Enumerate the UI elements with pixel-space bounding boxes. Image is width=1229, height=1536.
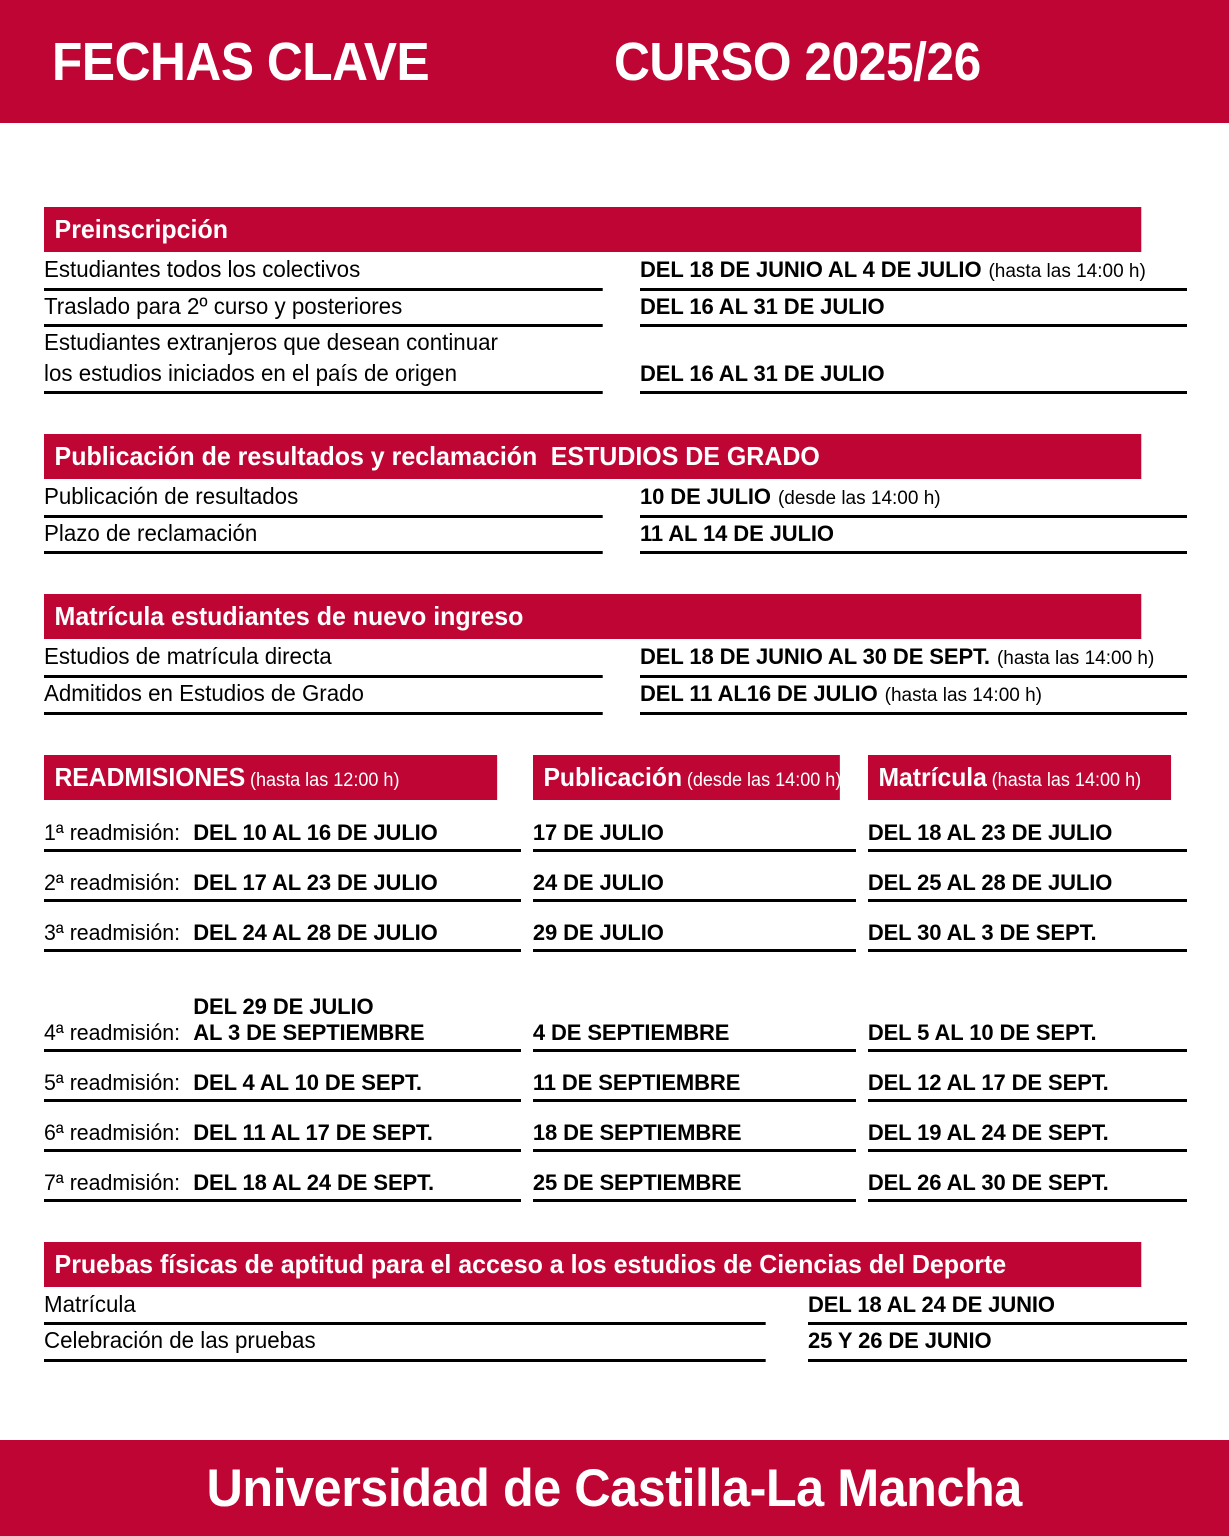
section-header-publicacion-resultados xyxy=(44,434,1141,479)
row-label: Plazo de reclamación xyxy=(44,518,603,555)
section-header-label: Pruebas físicas de aptitud para el acceso a los estudios de Ciencias del Deporte xyxy=(54,1248,1007,1279)
readmision-label: 4ª readmisión: xyxy=(44,1019,181,1045)
row-label: Admitidos en Estudios de Grado xyxy=(44,678,603,715)
row-date xyxy=(640,643,1187,678)
readmision-period: DEL 4 AL 10 DE SEPT. xyxy=(193,1069,422,1095)
table-row xyxy=(44,952,521,1052)
table-row xyxy=(44,1102,521,1152)
readmision-period: DEL 11 AL 17 DE SEPT. xyxy=(193,1119,433,1145)
publicacion-date: 24 DE JULIO xyxy=(532,869,664,895)
table-row xyxy=(868,1102,1187,1152)
publicacion-date: 29 DE JULIO xyxy=(532,919,664,945)
readmision-period: DEL 17 AL 23 DE JULIO xyxy=(193,869,438,895)
section-rows xyxy=(44,1289,1187,1362)
section-readmisiones xyxy=(44,755,1187,1202)
row-date xyxy=(640,520,1187,555)
top-spacer xyxy=(44,123,1187,207)
row-label: Estudios de matrícula directa xyxy=(44,641,603,678)
row-date xyxy=(640,483,1187,518)
readmision-label: 7ª readmisión: xyxy=(44,1169,181,1195)
table-row xyxy=(868,1052,1187,1102)
table-row xyxy=(868,952,1187,1052)
row-date xyxy=(640,328,1187,394)
row-label-line-2: los estudios iniciados en el país de origen xyxy=(44,359,458,386)
column-header-label: READMISIONES xyxy=(54,761,246,792)
section-header-label: Preinscripción xyxy=(54,214,228,244)
table-row xyxy=(44,518,1187,555)
row-date-value: 10 DE JULIO xyxy=(640,484,771,510)
university-name: Universidad de Castilla-La Mancha xyxy=(206,1458,1023,1518)
column-header-label: Publicación xyxy=(543,761,682,792)
table-row xyxy=(868,852,1187,902)
table-row xyxy=(44,641,1187,678)
column-header-label: Matrícula xyxy=(878,761,987,792)
readmision-label: 1ª readmisión: xyxy=(44,819,181,845)
page-header-banner xyxy=(0,0,1229,123)
table-row xyxy=(533,852,856,902)
matricula-date: DEL 5 AL 10 DE SEPT. xyxy=(867,1019,1097,1045)
row-label: Celebración de las pruebas xyxy=(44,1325,766,1362)
section-header-preinscripcion xyxy=(44,207,1141,252)
section-pruebas-fisicas xyxy=(44,1242,1187,1362)
row-date xyxy=(640,293,1187,328)
table-row xyxy=(44,327,1187,394)
matricula-date: DEL 12 AL 17 DE SEPT. xyxy=(867,1069,1109,1095)
readmision-period xyxy=(193,994,424,1046)
publicacion-date: 11 DE SEPTIEMBRE xyxy=(532,1069,741,1095)
row-date xyxy=(808,1291,1187,1326)
column-header-note: (hasta las 12:00 h) xyxy=(249,769,400,791)
table-row xyxy=(533,802,856,852)
section-gap xyxy=(44,1202,1187,1242)
row-date-value: DEL 16 AL 31 DE JULIO xyxy=(640,293,885,319)
publicacion-date: 18 DE SEPTIEMBRE xyxy=(532,1119,742,1145)
readmision-period: DEL 24 AL 28 DE JULIO xyxy=(193,919,438,945)
publicacion-rows xyxy=(533,802,856,1202)
table-row xyxy=(44,1289,1187,1326)
section-header-matricula-nuevo-ingreso xyxy=(44,594,1141,639)
table-row xyxy=(44,1152,521,1202)
row-date xyxy=(640,256,1187,291)
content-sheet xyxy=(0,123,1229,1362)
course-year-label: CURSO 2025/26 xyxy=(614,31,981,92)
table-row xyxy=(868,1152,1187,1202)
table-row xyxy=(44,678,1187,715)
section-preinscripcion xyxy=(44,207,1187,394)
section-header-sublabel: ESTUDIOS DE GRADO xyxy=(550,441,820,472)
table-row xyxy=(533,1052,856,1102)
readmision-period-line-1: DEL 29 DE JULIO xyxy=(193,993,374,1019)
publicacion-date: 17 DE JULIO xyxy=(532,819,664,845)
matricula-date: DEL 18 AL 23 DE JULIO xyxy=(867,819,1113,845)
page-title: FECHAS CLAVE xyxy=(52,31,430,92)
row-label-line-1: Estudiantes extranjeros que desean continuar xyxy=(44,329,498,356)
table-row xyxy=(44,291,1187,328)
column-header-publicacion xyxy=(533,755,840,800)
section-publicacion-resultados xyxy=(44,434,1187,554)
column-header-matricula xyxy=(868,755,1171,800)
row-date-value: DEL 18 DE JUNIO AL 30 DE SEPT. xyxy=(640,644,990,670)
readmision-label: 3ª readmisión: xyxy=(44,919,181,945)
column-header-note: (hasta las 14:00 h) xyxy=(991,769,1141,791)
table-row xyxy=(533,902,856,952)
row-label: Estudiantes todos los colectivos xyxy=(44,254,603,291)
table-row xyxy=(44,802,521,852)
row-label: Traslado para 2º curso y posteriores xyxy=(44,291,603,328)
readmision-period-line-2: AL 3 DE SEPTIEMBRE xyxy=(193,1019,425,1045)
table-row xyxy=(533,1102,856,1152)
section-header-label: Publicación de resultados y reclamación xyxy=(54,441,538,472)
row-label xyxy=(44,327,603,394)
readmision-label: 2ª readmisión: xyxy=(44,869,181,895)
row-date-note: (hasta las 14:00 h) xyxy=(988,260,1146,282)
readmisiones-column-matricula xyxy=(868,755,1187,1202)
readmisiones-rows xyxy=(44,802,521,1202)
readmisiones-column-periodo xyxy=(44,755,521,1202)
table-row xyxy=(44,1052,521,1102)
readmisiones-column-publicacion xyxy=(533,755,856,1202)
section-rows xyxy=(44,481,1187,554)
readmision-label: 5ª readmisión: xyxy=(44,1069,181,1095)
readmision-period: DEL 10 AL 16 DE JULIO xyxy=(193,819,438,845)
row-date-value: DEL 18 DE JUNIO AL 4 DE JULIO xyxy=(640,256,982,282)
row-date-value: 25 Y 26 DE JUNIO xyxy=(808,1328,992,1354)
table-row xyxy=(868,802,1187,852)
row-date xyxy=(808,1327,1187,1362)
table-row xyxy=(44,254,1187,291)
row-label: Publicación de resultados xyxy=(44,481,603,518)
row-date-note: (hasta las 14:00 h) xyxy=(884,684,1043,706)
matricula-date: DEL 25 AL 28 DE JULIO xyxy=(867,869,1113,895)
section-rows xyxy=(44,254,1187,394)
table-row xyxy=(533,1152,856,1202)
readmision-label: 6ª readmisión: xyxy=(44,1119,181,1145)
section-gap xyxy=(44,394,1187,434)
section-rows xyxy=(44,641,1187,714)
section-gap xyxy=(44,715,1187,755)
table-row xyxy=(44,481,1187,518)
row-date-note: (desde las 14:00 h) xyxy=(777,488,941,510)
column-header-readmisiones xyxy=(44,755,497,800)
table-row xyxy=(44,902,521,952)
table-row xyxy=(44,852,521,902)
matricula-rows xyxy=(868,802,1187,1202)
table-row xyxy=(533,952,856,1052)
publicacion-date: 25 DE SEPTIEMBRE xyxy=(532,1169,742,1195)
row-date-value: 11 AL 14 DE JULIO xyxy=(640,520,834,546)
section-gap xyxy=(44,554,1187,594)
column-header-note: (desde las 14:00 h) xyxy=(686,769,842,791)
matricula-date: DEL 26 AL 30 DE SEPT. xyxy=(867,1169,1109,1195)
table-row xyxy=(868,902,1187,952)
matricula-date: DEL 19 AL 24 DE SEPT. xyxy=(867,1119,1109,1145)
section-matricula-nuevo-ingreso xyxy=(44,594,1187,714)
table-row xyxy=(44,1325,1187,1362)
section-header-pruebas-fisicas xyxy=(44,1242,1141,1287)
row-date-value: DEL 16 AL 31 DE JULIO xyxy=(640,360,885,386)
row-date-value: DEL 11 AL16 DE JULIO xyxy=(640,681,878,707)
section-header-label: Matrícula estudiantes de nuevo ingreso xyxy=(54,601,524,632)
matricula-date: DEL 30 AL 3 DE SEPT. xyxy=(867,919,1097,945)
row-date xyxy=(640,680,1187,715)
row-label: Matrícula xyxy=(44,1289,766,1326)
row-date-note: (hasta las 14:00 h) xyxy=(996,648,1155,670)
row-date-value: DEL 18 AL 24 DE JUNIO xyxy=(808,1291,1055,1317)
readmision-period: DEL 18 AL 24 DE SEPT. xyxy=(193,1169,435,1195)
page-footer-banner xyxy=(0,1440,1229,1536)
publicacion-date: 4 DE SEPTIEMBRE xyxy=(532,1019,730,1045)
